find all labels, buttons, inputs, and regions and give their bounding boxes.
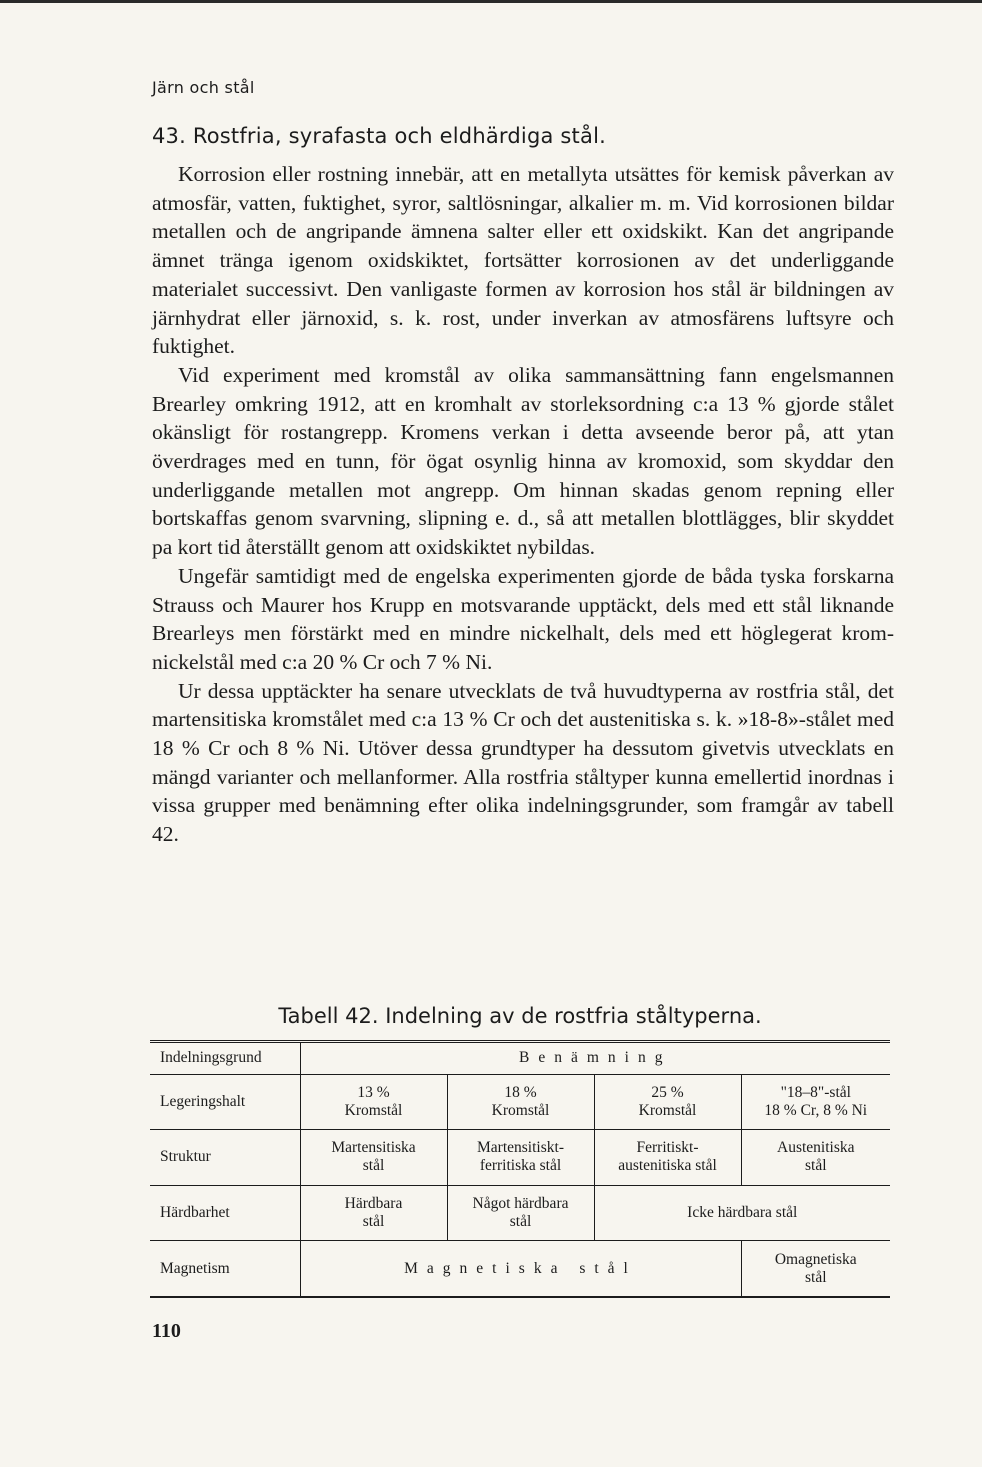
table-cell: Martensitiska stål [300,1130,447,1186]
top-border-rule [0,0,982,3]
table-cell: 13 % Kromstål [300,1074,447,1130]
table-cell: 25 % Kromstål [594,1074,741,1130]
classification-table [150,1040,890,1298]
table-cell: 18 % Kromstål [447,1074,594,1130]
row-label: Struktur [150,1130,300,1186]
table-row-struktur [150,1130,890,1186]
paragraph-1: Korrosion eller rostning innebär, att en metallyta utsättes för kemisk påverkan av atmosfär, vatten, fuktighet, syror, saltlösningar, alkalier m. m. Vid korrosionen bildar metallen och de angripande ämnena salter eller ett oxidskikt. Kan det angripande ämnet tränga igenom oxidskiktet, fortsätter korrosionen av det underliggande materialet successivt. Den vanligaste formen av korrosion hos stål är bildningen av järnhydrat eller järnoxid, s. k. rost, under inverkan av atmosfärens luftsyre och fuktighet. [152,162,894,359]
table-header-row [150,1042,890,1075]
table-cell: Icke härdbara stål [594,1185,890,1241]
table-row-legeringshalt [150,1074,890,1130]
table-cell: Ferritiskt- austenitiska stål [594,1130,741,1186]
table-cell: Härdbara stål [300,1185,447,1241]
page-number: 110 [152,1320,181,1342]
row-label: Legeringshalt [150,1074,300,1130]
table-row-hardbarhet [150,1185,890,1241]
table-cell: Omagnetiska stål [741,1241,890,1297]
table-cell: "18–8"-stål 18 % Cr, 8 % Ni [741,1074,890,1130]
row-label: Magnetism [150,1241,300,1297]
table-caption: Tabell 42. Indelning av de rostfria ståltyperna. [278,1004,762,1028]
running-head: Järn och stål [152,78,255,97]
paragraph-4: Ur dessa upptäckter ha senare utvecklats de två huvudtyperna av rostfria stål, det martensitiska kromstålet med c:a 13 % Cr och det austenitiska s. k. »18-8»-stålet med 18 % Cr och 8 % Ni. Utöver dessa grundtyper ha dessutom givetvis utvecklats en mängd varianter och mellanformer. Alla rostfria ståltyper kunna emellertid inordnas i vissa grupper med benämning efter olika indelningsgrunder, som framgår av tabell 42. [152,678,894,847]
table-row-magnetism [150,1241,890,1297]
table-cell: Magnetiska stål [300,1241,741,1297]
table-cell: Martensitiskt- ferritiska stål [447,1130,594,1186]
paragraph-2: Vid experiment med kromstål av olika sammansättning fann engelsmannen Brearley omkring 1912, att en kromhalt av storleksordning c:a 13 % gjorde stålet okänsligt för rostangrepp. Kromens verkan i detta avseende beror på, att ytan överdrages med en tunn, för ögat osynlig hinna av kromoxid, som skyddar den underliggande metallen mot angrepp. Om hinnan skadas genom repning eller bortskaffas genom svarvning, slipning e. d., så att metallen blottlägges, blir skyddet pa kort tid återställt genom att oxidskiktet nybildas. [152,362,894,560]
row-label: Härdbarhet [150,1185,300,1241]
table-cell: Något härdbara stål [447,1185,594,1241]
header-benamning: Benämning [300,1042,890,1075]
paragraph-3: Ungefär samtidigt med de engelska experimenten gjorde de båda tyska forskarna Strauss och Maurer hos Krupp en motsvarande upptäckt, dels med ett stål liknande Brearleys men förstärkt med en mindre nickelhalt, dels med ett höglegerat krom-nickelstål med c:a 20 % Cr och 7 % Ni. [152,563,894,674]
table-cell: Austenitiska stål [741,1130,890,1186]
section-title: 43. Rostfria, syrafasta och eldhärdiga stål. [152,124,606,148]
header-indelningsgrund: Indelningsgrund [160,1049,262,1067]
body-text [152,160,894,849]
